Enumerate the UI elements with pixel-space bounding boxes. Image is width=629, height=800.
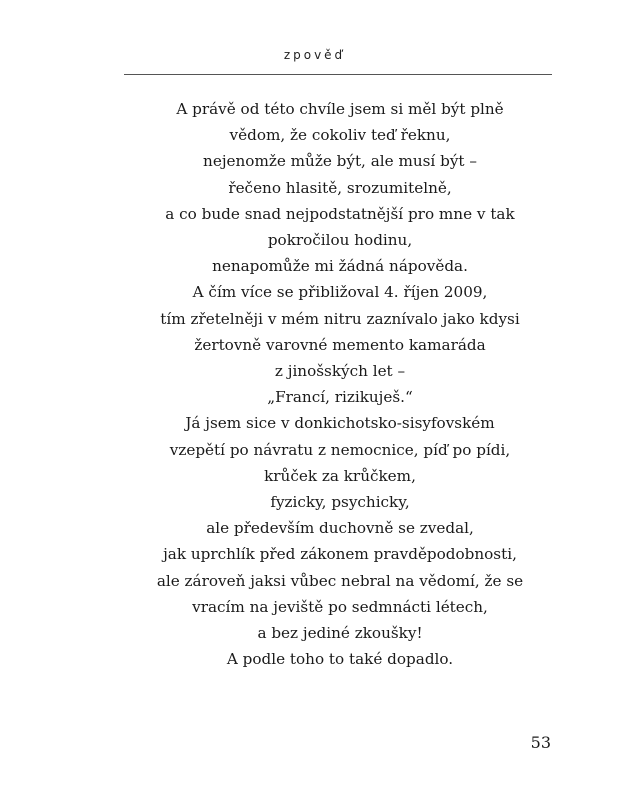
poem-line: Já jsem sice v donkichotsko-sisyfovském (185, 414, 495, 433)
poem-line: pokročilou hodinu, (267, 231, 413, 250)
header-rule (124, 74, 552, 75)
poem-line: z jinošských let – (274, 362, 406, 381)
poem-line: řečeno hlasitě, srozumitelně, (228, 178, 452, 197)
poem-line: krůček za krůčkem, (264, 466, 416, 485)
poem-line: A podle toho to také dopadlo. (226, 650, 454, 669)
poem-line: fyzicky, psychicky, (270, 493, 410, 512)
poem-line: ale zároveň jaksi vůbec nebral na vědomí, že se (156, 571, 524, 590)
page-number: 53 (530, 733, 551, 752)
poem-line: A čím více se přibližoval 4. říjen 2009, (192, 283, 488, 302)
poem-line: „Francí, rizikuješ.“ (267, 388, 413, 407)
poem-line: a co bude snad nejpodstatnější pro mne v tak (165, 204, 515, 223)
running-head-title: zpověď (283, 48, 346, 62)
poem-line: žertovně varovné memento kamaráda (194, 335, 486, 354)
poem-line: jak uprchlík před zákonem pravděpodobnosti, (163, 545, 517, 564)
poem-line: nenapomůže mi žádná nápověda. (212, 257, 468, 276)
poem-line: vědom, že cokoliv teď řeknu, (229, 126, 451, 145)
poem-line: a bez jediné zkoušky! (257, 624, 423, 643)
poem-text (70, 96, 610, 672)
poem-line: vracím na jeviště po sedmnácti létech, (192, 597, 488, 616)
poem-line: A právě od této chvíle jsem si měl být plně (176, 100, 504, 118)
poem-line: ale především duchovně se zvedal, (206, 519, 474, 538)
poem-line: tím zřetelněji v mém nitru zaznívalo jako kdysi (160, 309, 520, 328)
poem-line: nejenomže může být, ale musí být – (203, 152, 477, 171)
poem-line: vzepětí po návratu z nemocnice, píď po pídi, (169, 440, 511, 459)
